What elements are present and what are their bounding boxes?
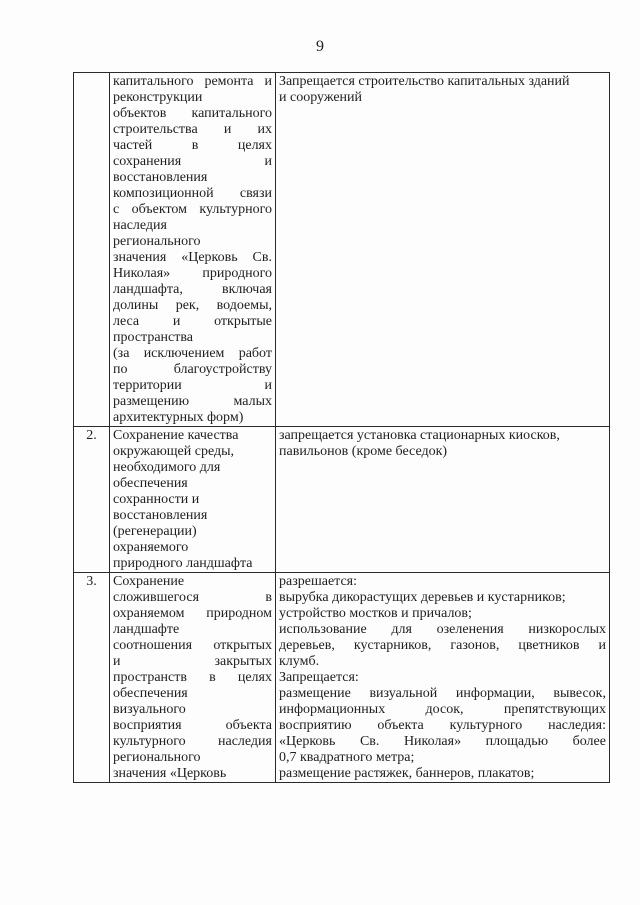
text-word: наследия	[113, 218, 167, 233]
text-word: вывесок,	[553, 686, 606, 701]
text-line	[279, 766, 606, 782]
requirement-cell	[110, 427, 276, 573]
text-word: вырубка дикорастущих деревьев и кустарников;	[279, 590, 566, 605]
requirement-cell	[110, 573, 276, 783]
text-word: для	[391, 622, 412, 637]
regulation-line: запрещается установка стационарных киосков,	[279, 428, 560, 443]
text-word: закрытых	[214, 654, 272, 669]
text-word: информации,	[455, 686, 535, 701]
text-word: природном	[206, 606, 272, 621]
text-line	[113, 654, 272, 670]
text-word: Николая»	[113, 266, 171, 281]
text-word: газонов,	[450, 638, 500, 653]
text-word: восприятию	[279, 718, 352, 733]
text-line	[113, 508, 272, 524]
text-line	[113, 766, 272, 782]
text-word: объектом	[131, 202, 187, 217]
text-word: целях	[237, 670, 272, 685]
text-word: использование	[279, 622, 367, 637]
text-word: цветников	[518, 638, 580, 653]
regulation-cell	[276, 427, 610, 573]
text-word: и	[264, 74, 272, 89]
requirement-cell	[110, 73, 276, 427]
text-line	[279, 718, 606, 734]
regulations-table	[73, 72, 610, 783]
text-word: визуального	[113, 702, 186, 717]
text-word: реконструкции	[113, 90, 203, 105]
text-word: природного	[202, 266, 272, 281]
text-line	[279, 670, 606, 686]
text-word: Св.	[359, 734, 380, 749]
text-line	[113, 622, 272, 638]
row-number-cell: 2.	[74, 427, 110, 573]
text-word: необходимого для	[113, 460, 221, 475]
text-word: водоемы,	[216, 298, 272, 313]
text-line	[113, 394, 272, 410]
text-word: ландшафта,	[113, 282, 183, 297]
regulation-text	[279, 574, 606, 782]
text-line	[279, 686, 606, 702]
requirement-text	[113, 74, 272, 426]
text-word: обеспечения	[113, 686, 188, 701]
text-word: разрешается:	[279, 574, 357, 589]
text-word: и	[113, 654, 121, 669]
text-line	[113, 734, 272, 750]
text-line	[113, 218, 272, 234]
table-row	[74, 427, 610, 573]
text-word: «Церковь	[279, 734, 336, 749]
text-word: сохранения	[113, 154, 182, 169]
text-word: соотношения	[113, 638, 193, 653]
text-line	[113, 378, 272, 394]
text-line	[279, 606, 606, 622]
text-word: строительства	[113, 122, 198, 137]
text-line	[113, 606, 272, 622]
text-word: (регенерации)	[113, 524, 197, 539]
text-line	[113, 170, 272, 186]
row-number-cell: 3.	[74, 573, 110, 783]
text-word: площадью	[485, 734, 549, 749]
text-word: пространств	[113, 670, 187, 685]
text-line	[113, 574, 272, 590]
text-line	[279, 750, 606, 766]
text-line	[113, 266, 272, 282]
text-line	[113, 476, 272, 492]
regulation-line: и сооружений	[279, 90, 363, 105]
text-line	[113, 234, 272, 250]
text-line	[113, 540, 272, 556]
text-line	[113, 638, 272, 654]
text-word: окружающей среды,	[113, 444, 235, 459]
requirement-text	[113, 574, 272, 782]
text-word: устройство мостков и причалов;	[279, 606, 472, 621]
text-word: исключением	[143, 346, 225, 361]
text-word: культурного	[199, 202, 272, 217]
regulation-line: Запрещается строительство капитальных зданий	[279, 74, 570, 89]
text-word: размещение растяжек, баннеров, плакатов;	[279, 766, 535, 781]
text-line	[113, 590, 272, 606]
text-word: низкорослых	[528, 622, 606, 637]
regulation-cell	[276, 73, 610, 427]
text-word: объекта	[377, 718, 424, 733]
text-word: рек,	[175, 298, 200, 313]
text-word: в	[209, 670, 216, 685]
text-line	[113, 138, 272, 154]
row-number-cell	[74, 73, 110, 427]
text-word: объекта	[225, 718, 272, 733]
text-word: значения	[113, 766, 167, 781]
text-line	[113, 202, 272, 218]
text-word: «Церковь	[169, 766, 227, 781]
text-line	[113, 702, 272, 718]
text-word: объектов	[113, 106, 167, 121]
text-word: частей	[113, 138, 153, 153]
text-word: значения	[113, 250, 167, 265]
text-word: досок,	[425, 702, 464, 717]
text-word: и	[264, 378, 272, 393]
text-line	[113, 428, 272, 444]
text-line	[113, 154, 272, 170]
regulation-cell	[276, 573, 610, 783]
text-word: восприятия	[113, 718, 182, 733]
text-word: связи	[239, 186, 272, 201]
text-word: восстановления	[113, 170, 208, 185]
text-line	[113, 90, 272, 106]
text-line	[113, 314, 272, 330]
text-word: регионального	[113, 750, 201, 765]
text-line	[113, 524, 272, 540]
text-line	[113, 122, 272, 138]
text-line	[113, 750, 272, 766]
text-line	[113, 556, 272, 572]
text-word: культурного	[449, 718, 523, 733]
text-word: в	[265, 590, 272, 605]
text-word: Св.	[252, 250, 272, 265]
table-row	[74, 573, 610, 783]
text-word: композиционной	[113, 186, 214, 201]
text-word: Сохранение	[113, 574, 185, 589]
text-word: «Церковь	[181, 250, 238, 265]
text-line	[113, 444, 272, 460]
text-word: охраняемого	[113, 540, 189, 555]
text-line	[113, 460, 272, 476]
text-line	[113, 186, 272, 202]
text-word: благоустройству	[173, 362, 272, 377]
text-line	[279, 574, 606, 590]
text-word: природного ландшафта	[113, 556, 253, 571]
text-word: озеленения	[436, 622, 504, 637]
text-word: Запрещается:	[279, 670, 359, 685]
text-word: леса	[113, 314, 140, 329]
text-line	[113, 250, 272, 266]
text-line	[279, 622, 606, 638]
text-word: и	[264, 154, 272, 169]
text-line	[113, 346, 272, 362]
text-word: работ	[238, 346, 272, 361]
text-word: (за	[113, 346, 130, 361]
text-word: и	[172, 314, 181, 329]
text-line	[113, 718, 272, 734]
text-word: Сохранение качества	[113, 428, 239, 443]
text-line	[279, 734, 606, 750]
text-word: включая	[221, 282, 272, 297]
text-word: сложившегося	[113, 590, 200, 605]
text-word: и	[223, 122, 232, 137]
text-word: с	[113, 202, 120, 217]
text-word: их	[257, 122, 272, 137]
requirement-text	[113, 428, 272, 572]
page-number: 9	[316, 38, 324, 55]
text-word: информационных	[279, 702, 386, 717]
text-word: размещение	[279, 686, 351, 701]
text-word: 0,7 квадратного метра;	[279, 750, 415, 765]
text-word: Николая»	[403, 734, 462, 749]
text-word: пространства	[113, 330, 194, 345]
text-line	[113, 670, 272, 686]
text-word: открытых	[213, 638, 272, 653]
text-line	[113, 362, 272, 378]
text-word: визуальной	[369, 686, 438, 701]
text-word: малых	[233, 394, 272, 409]
text-word: целях	[237, 138, 272, 153]
text-word: долины	[113, 298, 159, 313]
text-word: регионального	[113, 234, 201, 249]
text-word: наследия	[218, 734, 272, 749]
text-word: культурного	[113, 734, 186, 749]
text-word: капитального	[191, 106, 272, 121]
text-line	[113, 298, 272, 314]
text-line	[279, 654, 606, 670]
text-word: препятствующих	[503, 702, 606, 717]
text-word: охраняемом	[113, 606, 185, 621]
table-row	[74, 73, 610, 427]
text-word: кустарников,	[353, 638, 432, 653]
text-word: восстановления	[113, 508, 208, 523]
text-line	[113, 330, 272, 346]
text-word: в	[191, 138, 199, 153]
text-word: и	[598, 638, 606, 653]
text-word: открытые	[214, 314, 272, 329]
text-line	[113, 492, 272, 508]
text-word: размещению	[113, 394, 190, 409]
text-word: капитального	[113, 74, 194, 89]
text-word: клумб.	[279, 654, 320, 669]
text-line	[113, 74, 272, 90]
text-word: территории	[113, 378, 182, 393]
text-word: обеспечения	[113, 476, 188, 491]
text-word: архитектурных форм)	[113, 410, 244, 425]
text-word: деревьев,	[279, 638, 335, 653]
text-word: ландшафте	[113, 622, 180, 637]
text-word: по	[113, 362, 128, 377]
text-word: ремонта	[204, 74, 254, 89]
text-line	[279, 590, 606, 606]
regulation-line: павильонов (кроме беседок)	[279, 444, 448, 459]
text-word: наследия:	[548, 718, 606, 733]
text-word: более	[572, 734, 606, 749]
text-line	[113, 410, 272, 426]
text-line	[279, 638, 606, 654]
text-line	[279, 702, 606, 718]
text-line	[113, 106, 272, 122]
text-line	[113, 686, 272, 702]
text-line	[113, 282, 272, 298]
text-word: сохранности и	[113, 492, 200, 507]
